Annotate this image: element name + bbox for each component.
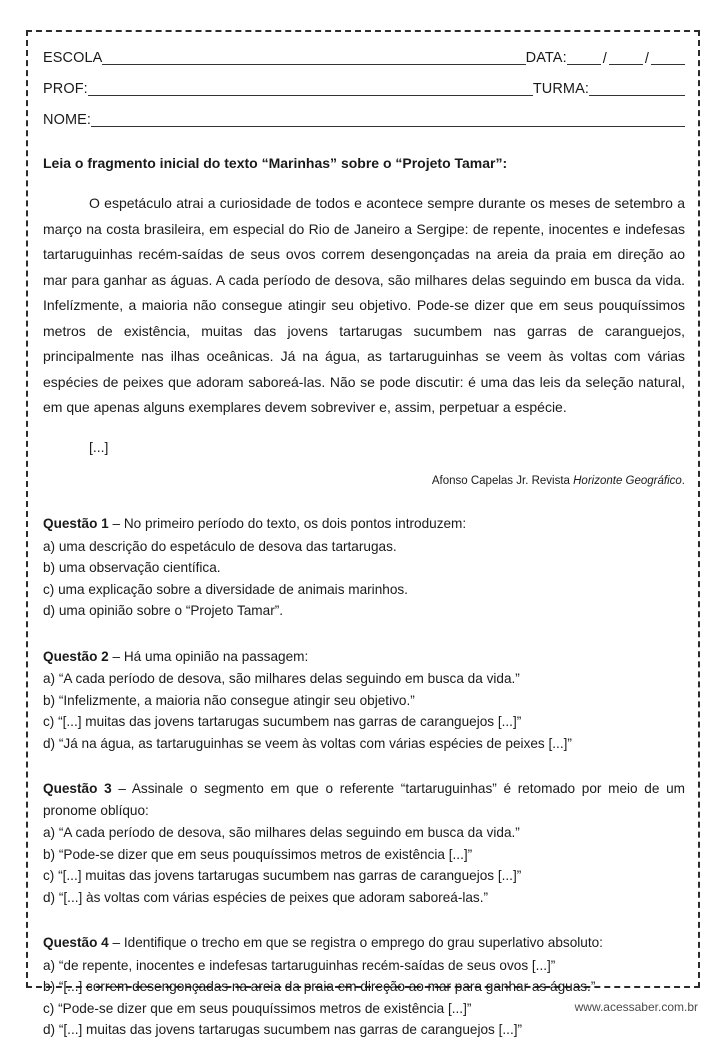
turma-label: TURMA: [532, 81, 589, 97]
escola-label: ESCOLA [43, 50, 103, 66]
question-3-option-d[interactable]: d) “[...] às voltas com várias espécies de peixes que adoram saboreá-las.” [43, 889, 489, 905]
question-4-option-d[interactable]: d) “[...] muitas das jovens tartarugas sucumbem nas garras de caranguejos [...]” [43, 1022, 523, 1037]
reading-passage [43, 191, 685, 489]
question-dash-4: – [108, 935, 124, 950]
question-block-1 [43, 513, 685, 622]
reading-prompt: Leia o fragmento inicial do texto “Marinhas” sobre o “Projeto Tamar”: [43, 155, 508, 171]
question-2-option-b[interactable]: b) “Infelizmente, a maioria não consegue atingir seu objetivo.” [43, 692, 415, 708]
attribution-period: . [681, 475, 685, 487]
question-1-option-a[interactable]: a) uma descrição do espetáculo de desova das tartarugas. [43, 538, 397, 554]
question-stem-3 [43, 778, 685, 821]
question-number-4: Questão 4 [43, 935, 109, 950]
field-row-prof-turma [43, 71, 685, 98]
passage-paragraph: O espetáculo atrai a curiosidade de todos e acontece sempre durante os meses de setembro a março na costa brasileira, em especial do Rio de Janeiro a Sergipe: de repente, inocentes e indefesas tartaruguinhas recém-saídas de seus ovos correm desengonçadas na areia da praia em direção ao mar para ganhar as águas. A cada período de desova, são milhares delas seguindo em busca da vida. Infelízmente, a maioria não consegue atingir seu objetivo. Pode-se dizer que em seus pouquíssimos metros de existência, muitas das jovens tartarugas sucumbem nas garras de caranguejos, principalmente nas ilhas oceânicas. Já na água, as tartaruguinhas se veem às voltas com várias espécies de peixes que adoram saboreá-las. Não se pode discutir: é uma das leis da seleção natural, em que apenas alguns exemplares devem sobreviver e, assim, perpetuar a espécie. [43, 195, 685, 415]
question-dash-3: – [111, 781, 132, 796]
question-block-4 [43, 932, 685, 1041]
question-text-4: Identifique o trecho em que se registra o emprego do grau superlativo absoluto: [123, 935, 603, 950]
data-day-line[interactable] [567, 50, 601, 65]
question-number-3: Questão 3 [43, 781, 112, 796]
question-3-option-c[interactable]: c) “[...] muitas das jovens tartarugas sucumbem nas garras de caranguejos [...]” [43, 868, 522, 883]
question-1-option-d[interactable]: d) uma opinião sobre o “Projeto Tamar”. [43, 603, 284, 618]
passage-ellipsis: [...] [89, 438, 109, 455]
question-1-option-c[interactable]: c) uma explicação sobre a diversidade de animais marinhos. [43, 581, 408, 597]
data-month-line[interactable] [609, 50, 643, 65]
question-text-1: No primeiro período do texto, os dois pontos introduzem: [123, 516, 467, 531]
question-dash-1: – [108, 516, 124, 531]
question-2-option-a[interactable]: a) “A cada período de desova, são milhares delas seguindo em busca da vida.” [43, 671, 520, 686]
field-row-nome [43, 102, 685, 129]
question-1-option-b[interactable]: b) uma observação científica. [43, 560, 221, 575]
question-3-option-a[interactable]: a) “A cada período de desova, são milhares delas seguindo em busca da vida.” [43, 825, 520, 840]
question-number-2: Questão 2 [43, 648, 109, 664]
prof-write-line[interactable] [88, 81, 533, 96]
question-3-option-b[interactable]: b) “Pode-se dizer que em seus pouquíssimos metros de existência [...]” [43, 846, 473, 862]
attribution-author: Afonso Capelas Jr. Revista [431, 475, 574, 487]
turma-write-line[interactable] [589, 81, 685, 96]
footer-website[interactable]: www.acessaber.com.br [574, 1000, 698, 1014]
question-text-3: Assinale o segmento em que o referente “tartaruguinhas” é retomado por meio de um pronome oblíquo: [43, 781, 685, 818]
question-2-option-d[interactable]: d) “Já na água, as tartaruguinhas se veem às voltas com várias espécies de peixes [...]” [43, 735, 572, 751]
data-slash-2: / [644, 51, 649, 67]
escola-write-line[interactable] [102, 50, 525, 65]
question-number-1: Questão 1 [43, 516, 109, 531]
question-dash-2: – [108, 648, 124, 664]
field-row-escola-data [43, 40, 685, 67]
question-block-2 [43, 646, 685, 755]
question-2-option-c[interactable]: c) “[...] muitas das jovens tartarugas sucumbem nas garras de caranguejos [...]” [43, 714, 522, 729]
question-text-2: Há uma opinião na passagem: [123, 648, 309, 664]
question-4-option-a[interactable]: a) “de repente, inocentes e indefesas tartaruguinhas recém-saídas de seus ovos [...]” [43, 957, 556, 973]
question-stem-4 [43, 932, 685, 954]
nome-write-line[interactable] [91, 112, 685, 127]
question-4-option-c[interactable]: c) “Pode-se dizer que em seus pouquíssimos metros de existência [...]” [43, 1000, 472, 1016]
data-year-line[interactable] [651, 50, 685, 65]
question-block-3 [43, 778, 685, 908]
prof-label: PROF: [43, 81, 88, 97]
data-label: DATA: [525, 50, 567, 66]
data-slash-1: / [602, 51, 607, 67]
worksheet-content [43, 40, 685, 1041]
header-fields [43, 40, 685, 129]
question-stem-1 [43, 513, 685, 535]
passage-attribution [43, 473, 685, 489]
nome-label: NOME: [43, 112, 92, 128]
question-stem-2 [43, 646, 685, 668]
question-4-option-b[interactable]: b) “[...] correm desengonçadas na areia da praia em direção ao mar para ganhar as águas.” [43, 979, 596, 994]
attribution-source: Horizonte Geográfico [573, 475, 682, 487]
